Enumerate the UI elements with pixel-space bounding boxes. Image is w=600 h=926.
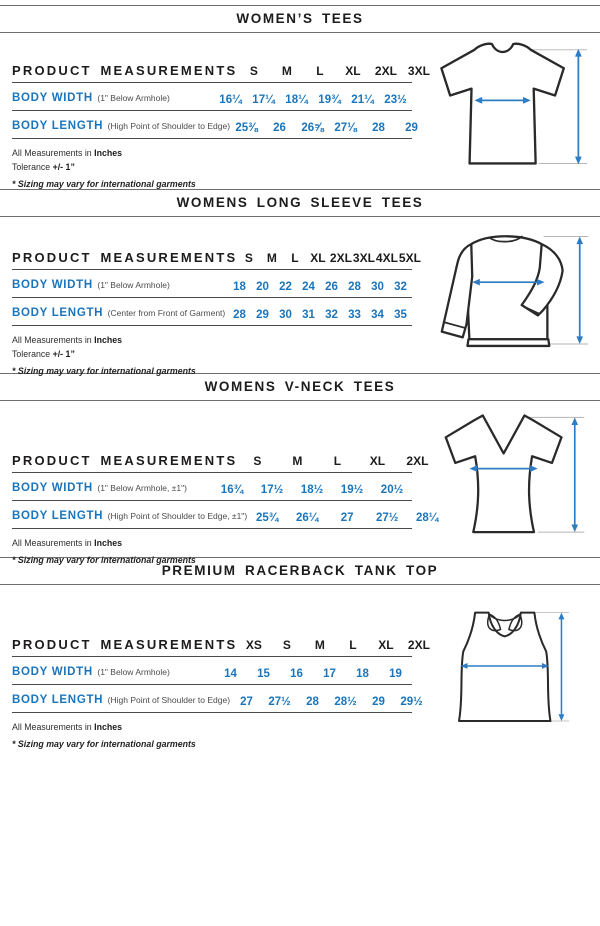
- size-column-header: L: [291, 251, 299, 265]
- section-body: [0, 401, 600, 566]
- length-arrow: [575, 49, 582, 165]
- measurement-value: 28: [348, 281, 361, 293]
- measurement-value: 26: [273, 122, 286, 134]
- measurement-label-cell: [12, 690, 230, 708]
- size-chart-section: [0, 5, 600, 189]
- long-sleeve-tee-illustration: [418, 224, 594, 367]
- size-chart-section: [0, 189, 600, 377]
- garment-outline: [441, 44, 563, 164]
- measurement-value: 22: [279, 281, 292, 293]
- footnote-text: Tolerance: [12, 349, 53, 360]
- measurement-value: 29: [256, 309, 269, 321]
- size-chart-section: [0, 557, 600, 751]
- measurement-value: 27⅛: [334, 122, 357, 134]
- measurement-value: 16¼: [219, 94, 242, 106]
- size-column-header: L: [316, 64, 324, 78]
- measurement-value: 29: [372, 696, 385, 708]
- measurement-values: [212, 484, 412, 496]
- size-column-header: 2XL: [329, 251, 352, 265]
- measurements-table: [12, 453, 439, 529]
- size-column-header: 2XL: [407, 638, 430, 652]
- section-header: [0, 5, 600, 33]
- measurement-value: 28½: [334, 696, 357, 708]
- table-header-label: PRODUCT MEASUREMENTS: [12, 63, 238, 78]
- measurement-value: 30: [279, 309, 292, 321]
- measurement-value: 27½: [375, 512, 399, 524]
- measurement-row: [12, 685, 423, 713]
- table-header-label: PRODUCT MEASUREMENTS: [12, 250, 238, 265]
- measurement-value: 15: [257, 668, 270, 680]
- measurement-note: (High Point of Shoulder to Edge): [107, 695, 231, 705]
- table-rows: [12, 83, 418, 139]
- measurement-note: (1" Below Armhole, ±1"): [97, 483, 187, 493]
- measurement-value: 18½: [300, 484, 324, 496]
- measurement-value: 28: [372, 122, 385, 134]
- measurement-value: 20: [256, 281, 269, 293]
- length-arrow: [576, 236, 583, 344]
- footnote-bold-text: Inches: [94, 538, 123, 548]
- measurement-value: 35: [394, 309, 407, 321]
- racerback-tank-illustration: [436, 605, 576, 732]
- table-column: [0, 401, 439, 566]
- size-column-header: L: [349, 638, 357, 652]
- measurement-value: 23½: [384, 94, 407, 106]
- size-column-header: M: [292, 454, 303, 468]
- size-header-cells: [237, 64, 435, 78]
- table-header-row: [12, 250, 421, 270]
- measurement-value: 17: [323, 668, 336, 680]
- footnote-text: * Sizing may vary for international garments: [12, 366, 196, 377]
- size-column-header: 3XL: [352, 251, 375, 265]
- illustration-column: [412, 217, 600, 373]
- measurement-value: 18: [356, 668, 369, 680]
- size-column-header: L: [333, 454, 342, 468]
- footnote-text: All Measurements in: [12, 148, 95, 158]
- measurement-value: 18¼: [285, 94, 308, 106]
- size-column-header: S: [249, 64, 258, 78]
- measurement-values: [214, 668, 412, 680]
- size-column-header: 3XL: [407, 64, 430, 78]
- measurement-name: BODY LENGTH: [12, 510, 104, 522]
- footnote-text: All Measurements in: [12, 538, 95, 548]
- footnotes: [12, 146, 412, 191]
- garment-outline: [442, 236, 563, 346]
- measurements-table: [12, 250, 421, 326]
- measurement-note: (1" Below Armhole): [97, 667, 170, 677]
- measurement-value: 32: [394, 281, 407, 293]
- footnote-bold-text: Inches: [94, 722, 123, 732]
- footnote: [12, 347, 412, 361]
- measurement-value: 17½: [260, 484, 284, 496]
- size-column-header: S: [253, 454, 262, 468]
- footnote-text: Tolerance: [12, 162, 53, 173]
- table-header-label: PRODUCT MEASUREMENTS: [12, 637, 238, 652]
- measurement-values: [230, 122, 428, 134]
- table-header-label: PRODUCT MEASUREMENTS: [12, 453, 238, 468]
- section-title: PREMIUM RACERBACK TANK TOP: [161, 563, 439, 578]
- measurement-value: 26¼: [295, 512, 319, 524]
- footnote-text: All Measurements in: [12, 335, 95, 345]
- footnote: [12, 146, 412, 160]
- measurement-value: 26: [325, 281, 338, 293]
- footnote: [12, 177, 412, 191]
- size-column-header: M: [314, 638, 325, 652]
- measurement-label-cell: [12, 116, 230, 134]
- measurement-value: 19½: [340, 484, 364, 496]
- size-column-header: XL: [310, 251, 326, 265]
- measurement-values: [228, 281, 412, 293]
- garment-outline: [446, 415, 562, 532]
- table-header-row: [12, 63, 430, 83]
- measurement-value: 29: [405, 122, 418, 134]
- measurement-value: 17¼: [252, 94, 275, 106]
- measurement-note: (1" Below Armhole): [97, 93, 170, 103]
- measurement-note: (High Point of Shoulder to Edge, ±1"): [107, 511, 248, 521]
- measurement-value: 31: [302, 309, 315, 321]
- measurement-value: 18: [233, 281, 246, 293]
- measurement-label-cell: [12, 88, 214, 106]
- footnote-bold-text: Inches: [94, 148, 123, 158]
- footnote: [12, 333, 412, 347]
- measurement-value: 27: [240, 696, 253, 708]
- measurement-name: BODY LENGTH: [12, 120, 104, 132]
- measurement-name: BODY WIDTH: [12, 92, 93, 104]
- table-rows: [12, 473, 439, 529]
- footnote-text: * Sizing may vary for international garments: [12, 555, 196, 566]
- measurement-value: 14: [224, 668, 237, 680]
- footnote-text: * Sizing may vary for international garments: [12, 739, 196, 750]
- section-title: WOMENS LONG SLEEVE TEES: [176, 195, 424, 210]
- length-arrow: [558, 612, 564, 720]
- measurement-value: 30: [371, 281, 384, 293]
- footnotes: [12, 333, 412, 378]
- size-header-cells: [237, 454, 437, 468]
- measurement-row: [12, 83, 412, 111]
- section-title: WOMENS V-NECK TEES: [204, 379, 396, 394]
- garment-outline: [459, 612, 550, 720]
- size-column-header: 2XL: [406, 454, 429, 468]
- measurement-value: 28: [306, 696, 319, 708]
- measurement-label-cell: [12, 303, 228, 321]
- footnote-text: All Measurements in: [12, 722, 95, 732]
- measurement-note: (Center from Front of Garment): [107, 308, 226, 318]
- table-rows: [12, 657, 423, 713]
- footnote-bold-text: Inches: [94, 335, 123, 345]
- section-body: [0, 585, 600, 751]
- sections-container: [0, 5, 600, 751]
- measurement-value: 25⅜: [235, 122, 258, 134]
- section-header: [0, 189, 600, 217]
- measurement-value: 25¾: [255, 512, 279, 524]
- size-chart-section: [0, 373, 600, 566]
- measurement-label-cell: [12, 662, 214, 680]
- illustration-column: [412, 33, 600, 189]
- table-column: [0, 217, 421, 377]
- footnote-bold-text: +/- 1”: [52, 162, 75, 173]
- illustration-column: [412, 401, 600, 557]
- measurement-value: 20½: [380, 484, 404, 496]
- measurement-label-cell: [12, 275, 228, 293]
- measurement-name: BODY LENGTH: [12, 307, 104, 319]
- measurement-value: 16¾: [220, 484, 244, 496]
- measurement-row: [12, 501, 439, 529]
- footnotes: [12, 720, 412, 751]
- measurement-value: 28¼: [415, 512, 439, 524]
- table-column: [0, 33, 430, 190]
- measurement-name: BODY WIDTH: [12, 666, 93, 678]
- measurement-values: [230, 696, 428, 708]
- measurement-value: 29½: [400, 696, 423, 708]
- size-header-cells: [237, 638, 435, 652]
- table-rows: [12, 270, 412, 326]
- measurement-value: 28: [233, 309, 246, 321]
- measurement-value: 19: [389, 668, 402, 680]
- size-column-header: M: [281, 64, 292, 78]
- measurement-label-cell: [12, 506, 247, 524]
- measurement-value: 32: [325, 309, 338, 321]
- vneck-tee-illustration: [423, 406, 589, 553]
- length-arrow: [571, 417, 578, 532]
- footnote: [12, 536, 412, 550]
- measurement-row: [12, 111, 418, 139]
- measurement-name: BODY WIDTH: [12, 482, 93, 494]
- footnote: [12, 160, 412, 174]
- measurement-value: 27½: [268, 696, 291, 708]
- size-column-header: 2XL: [374, 64, 397, 78]
- size-column-header: XL: [378, 638, 394, 652]
- size-column-header: XL: [345, 64, 361, 78]
- measurement-name: BODY LENGTH: [12, 694, 104, 706]
- measurement-value: 21¼: [351, 94, 374, 106]
- measurement-value: 27: [340, 512, 354, 524]
- size-column-header: XS: [245, 638, 262, 652]
- size-header-cells: [237, 251, 421, 265]
- measurement-value: 34: [371, 309, 384, 321]
- table-header-row: [12, 453, 429, 473]
- measurement-value: 26⅝: [301, 122, 324, 134]
- section-body: [0, 33, 600, 189]
- measurement-value: 19¾: [318, 94, 341, 106]
- measurements-table: [12, 637, 430, 713]
- measurement-value: 24: [302, 281, 315, 293]
- size-column-header: S: [244, 251, 253, 265]
- measurement-row: [12, 298, 412, 326]
- table-header-row: [12, 637, 430, 657]
- footnote: [12, 737, 412, 751]
- short-sleeve-tee-illustration: [421, 38, 591, 184]
- table-column: [0, 585, 430, 751]
- measurement-row: [12, 473, 412, 501]
- measurement-note: (1" Below Armhole): [97, 280, 170, 290]
- footnote: [12, 720, 412, 734]
- measurement-note: (High Point of Shoulder to Edge): [107, 121, 231, 131]
- footnote-text: * Sizing may vary for international garments: [12, 179, 196, 190]
- measurement-label-cell: [12, 478, 212, 496]
- section-title: WOMEN’S TEES: [236, 11, 364, 26]
- footnote-bold-text: +/- 1”: [52, 349, 75, 360]
- size-column-header: S: [282, 638, 291, 652]
- measurement-values: [228, 309, 412, 321]
- section-body: [0, 217, 600, 377]
- measurement-value: 16: [290, 668, 303, 680]
- measurements-table: [12, 63, 430, 139]
- size-column-header: M: [266, 251, 277, 265]
- size-column-header: XL: [369, 454, 386, 468]
- measurement-row: [12, 270, 412, 298]
- measurement-values: [214, 94, 412, 106]
- measurement-row: [12, 657, 412, 685]
- measurement-value: 33: [348, 309, 361, 321]
- footnote: [12, 364, 412, 378]
- size-column-header: 5XL: [398, 251, 421, 265]
- illustration-column: [412, 585, 600, 751]
- measurement-name: BODY WIDTH: [12, 279, 93, 291]
- size-column-header: 4XL: [375, 251, 398, 265]
